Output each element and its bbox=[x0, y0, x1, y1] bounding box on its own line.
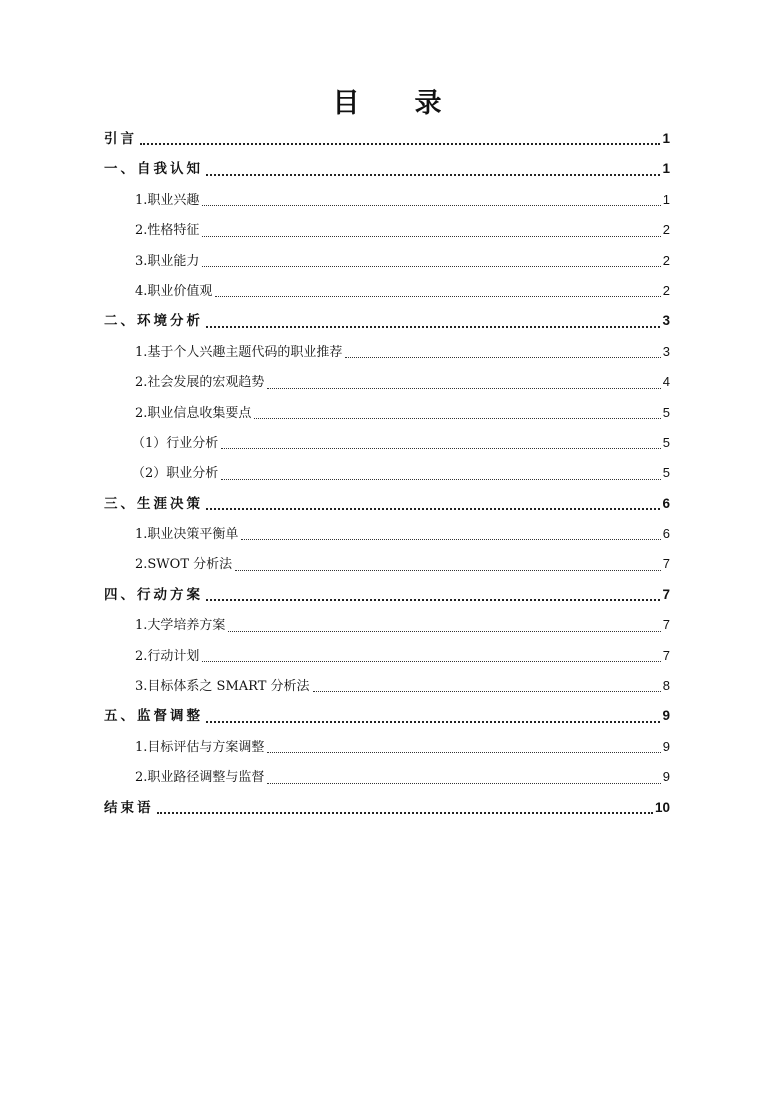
toc-chapter-entry[interactable] bbox=[104, 701, 670, 731]
toc-entry-label: 二、环境分析 bbox=[104, 313, 203, 330]
toc-section-entry[interactable] bbox=[104, 549, 670, 579]
toc-entry-label: 2.社会发展的宏观趋势 bbox=[135, 375, 265, 391]
toc-page-number: 3 bbox=[662, 343, 670, 359]
toc-entry-label: 一、自我认知 bbox=[104, 161, 203, 178]
toc-page-number: 9 bbox=[662, 738, 670, 754]
toc-dot-leader bbox=[267, 762, 660, 792]
toc-entry-label: 1.目标评估与方案调整 bbox=[135, 739, 265, 755]
toc-entry-label: （1）行业分析 bbox=[132, 435, 219, 451]
toc-section-entry[interactable] bbox=[104, 671, 670, 701]
toc-chapter-entry[interactable] bbox=[104, 793, 670, 823]
toc-dot-leader bbox=[241, 519, 660, 549]
toc-entry-label: 结束语 bbox=[104, 799, 154, 816]
toc-entry-label: 2.职业信息收集要点 bbox=[135, 405, 252, 421]
toc-dot-leader bbox=[157, 793, 653, 823]
toc-entry-label: 四、行动方案 bbox=[104, 586, 203, 603]
toc-dot-leader bbox=[202, 185, 660, 215]
toc-dot-leader bbox=[206, 701, 660, 731]
toc-page-number: 1 bbox=[662, 131, 670, 146]
toc-dot-leader bbox=[313, 671, 661, 701]
toc-section-entry[interactable] bbox=[104, 337, 670, 367]
toc-section-entry[interactable] bbox=[104, 276, 670, 306]
toc-section-entry[interactable] bbox=[104, 641, 670, 671]
toc-page-number: 2 bbox=[662, 252, 670, 268]
toc-page-number: 9 bbox=[662, 708, 670, 724]
toc-dot-leader bbox=[202, 641, 660, 671]
toc-dot-leader bbox=[206, 154, 660, 184]
toc-section-entry[interactable] bbox=[104, 185, 670, 215]
toc-entry-label: 1.大学培养方案 bbox=[135, 618, 226, 634]
toc-page-number: 7 bbox=[662, 617, 670, 633]
toc-page-number: 5 bbox=[662, 465, 670, 481]
toc-section-entry[interactable] bbox=[104, 762, 670, 792]
toc-dot-leader bbox=[206, 306, 660, 336]
toc-section-entry[interactable] bbox=[104, 246, 670, 276]
toc-entry-label: 3.目标体系之 SMART 分析法 bbox=[135, 679, 310, 695]
toc-page-number: 2 bbox=[662, 222, 670, 238]
toc-entry-label: 2.行动计划 bbox=[135, 648, 200, 664]
toc-dot-leader bbox=[140, 124, 660, 154]
toc-entry-label: 五、监督调整 bbox=[104, 708, 203, 725]
toc-page-number: 4 bbox=[662, 374, 670, 390]
toc-entry-label: 引言 bbox=[104, 131, 137, 147]
toc-page-number: 5 bbox=[662, 434, 670, 450]
toc-entry-label: 1.基于个人兴趣主题代码的职业推荐 bbox=[135, 344, 343, 360]
toc-section-entry[interactable] bbox=[104, 610, 670, 640]
toc-page-number: 9 bbox=[662, 769, 670, 785]
toc-page-number: 6 bbox=[662, 495, 670, 511]
toc-dot-leader bbox=[267, 732, 660, 762]
toc-page-number: 3 bbox=[662, 313, 670, 329]
toc-page-number: 6 bbox=[662, 526, 670, 542]
toc-page-number: 10 bbox=[654, 799, 670, 815]
toc-entry-label: 2.SWOT 分析法 bbox=[135, 557, 233, 573]
toc-dot-leader bbox=[221, 458, 660, 488]
toc-chapter-entry[interactable] bbox=[104, 306, 670, 336]
table-of-contents bbox=[104, 124, 670, 823]
toc-page-number: 7 bbox=[662, 556, 670, 572]
toc-dot-leader bbox=[206, 580, 660, 610]
toc-chapter-entry[interactable] bbox=[104, 489, 670, 519]
toc-page-number: 7 bbox=[662, 647, 670, 663]
toc-page-number: 5 bbox=[662, 404, 670, 420]
toc-page-number: 1 bbox=[662, 161, 670, 177]
toc-entry-label: 1.职业决策平衡单 bbox=[135, 527, 239, 543]
toc-dot-leader bbox=[345, 337, 660, 367]
toc-entry-label: 3.职业能力 bbox=[135, 253, 200, 269]
toc-entry-label: 4.职业价值观 bbox=[135, 283, 213, 299]
toc-dot-leader bbox=[221, 428, 660, 458]
toc-entry-label: （2）职业分析 bbox=[132, 466, 219, 482]
toc-dot-leader bbox=[235, 549, 661, 579]
toc-page-number: 8 bbox=[662, 678, 670, 694]
toc-entry-label: 2.性格特征 bbox=[135, 223, 200, 239]
toc-chapter-entry[interactable] bbox=[104, 580, 670, 610]
toc-dot-leader bbox=[228, 610, 660, 640]
toc-section-entry[interactable] bbox=[104, 215, 670, 245]
toc-entry-label: 1.职业兴趣 bbox=[135, 192, 200, 208]
toc-entry-label: 三、生涯决策 bbox=[104, 495, 203, 512]
toc-chapter-entry[interactable] bbox=[104, 154, 670, 184]
toc-section-entry[interactable] bbox=[104, 458, 670, 488]
toc-section-entry[interactable] bbox=[104, 398, 670, 428]
toc-page-number: 1 bbox=[662, 191, 670, 207]
toc-dot-leader bbox=[267, 367, 660, 397]
toc-dot-leader bbox=[206, 489, 660, 519]
toc-section-entry[interactable] bbox=[104, 367, 670, 397]
toc-dot-leader bbox=[202, 215, 660, 245]
toc-chapter-entry[interactable] bbox=[104, 124, 670, 154]
page-title: 目 录 bbox=[332, 88, 456, 119]
toc-section-entry[interactable] bbox=[104, 428, 670, 458]
toc-entry-label: 2.职业路径调整与监督 bbox=[135, 770, 265, 786]
toc-section-entry[interactable] bbox=[104, 732, 670, 762]
toc-dot-leader bbox=[202, 246, 660, 276]
toc-section-entry[interactable] bbox=[104, 519, 670, 549]
toc-dot-leader bbox=[254, 398, 660, 428]
toc-page-number: 7 bbox=[662, 586, 670, 602]
toc-page-number: 2 bbox=[662, 282, 670, 298]
toc-dot-leader bbox=[215, 276, 660, 306]
